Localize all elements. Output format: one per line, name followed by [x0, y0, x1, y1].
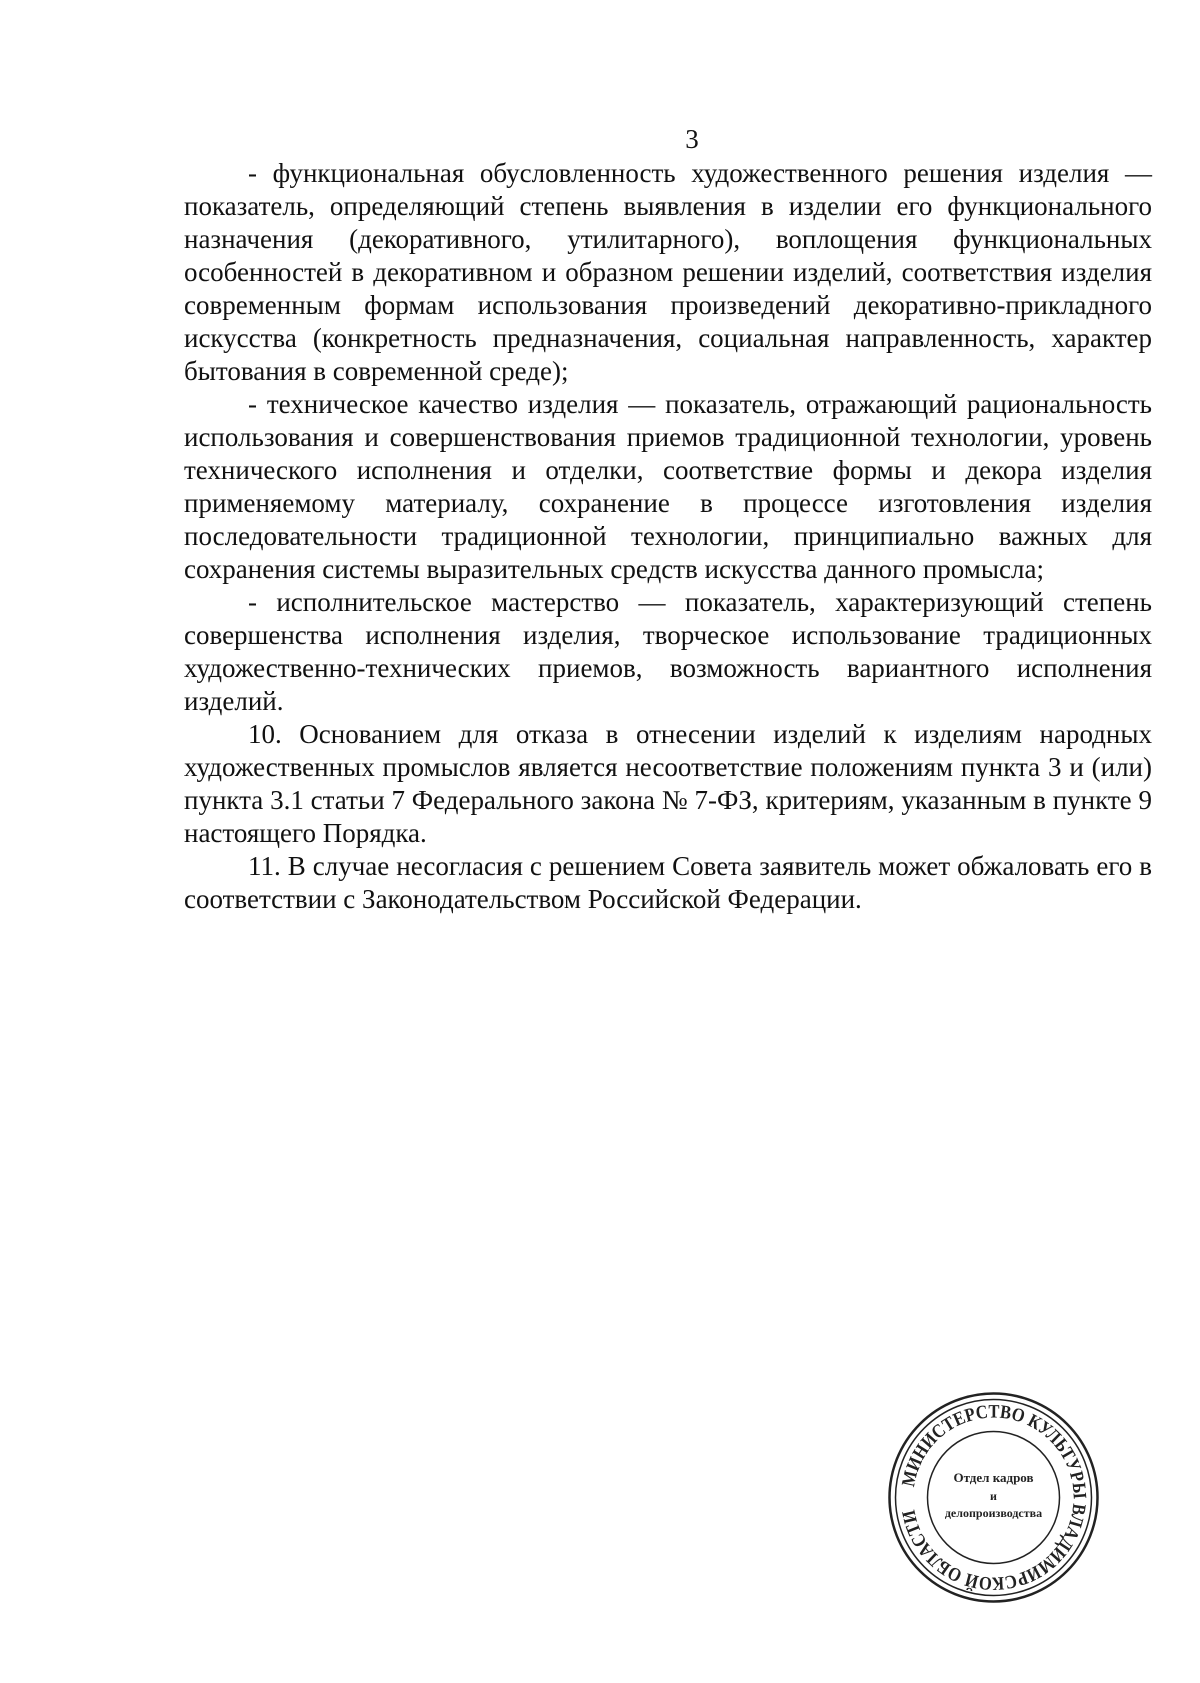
paragraph-mastery-criterion: - исполнительское мастерство — показатель, характеризующий степень совершенства исполнения изделия, творческое использование традиционных художественно-технических приемов, возможность вариантного исполнения изделий. — [184, 587, 1152, 716]
document-body — [184, 157, 1152, 916]
stamp-inner-line-2: и — [990, 1489, 997, 1503]
stamp-ring-text: МИНИСТЕРСТВО КУЛЬТУРЫ ВЛАДИМИРСКОЙ ОБЛАСТИ — [898, 1401, 1091, 1594]
paragraph-refusal-grounds: 10. Основанием для отказа в отнесении изделий к изделиям народных художественных промыслов является несоответствие положениям пункта 3 и (или) пункта 3.1 статьи 7 Федерального закона № 7-ФЗ, критериям, указанным в пункте 9 настоящего Порядка. — [184, 719, 1152, 848]
stamp-inner-line-1: Отдел кадров — [953, 1470, 1034, 1485]
official-stamp — [886, 1390, 1101, 1605]
paragraph-functional-criterion: - функциональная обусловленность художественного решения изделия — показатель, определяющий степень выявления в изделии его функционального назначения (декоративного, утилитарного), воплощения функциональных особенностей в декоративном и образном решении изделий, соответствия изделия современным формам использования произведений декоративно-прикладного искусства (конкретность предназначения, социальная направленность, характер бытования в современной среде); — [184, 158, 1152, 386]
paragraph-appeal: 11. В случае несогласия с решением Совета заявитель может обжаловать его в соответствии с Законодательством Российской Федерации. — [184, 851, 1152, 914]
paragraph-technical-criterion: - техническое качество изделия — показатель, отражающий рациональность использования и совершенствования приемов традиционной технологии, уровень технического исполнения и отделки, соответствие формы и декора изделия применяемому материалу, сохранение в процессе изготовления изделия последовательности традиционной технологии, принципиально важных для сохранения системы выразительных средств искусства данного промысла; — [184, 389, 1152, 584]
page-number: 3 — [685, 124, 699, 154]
stamp-inner-line-3: делопроизводства — [944, 1506, 1043, 1520]
